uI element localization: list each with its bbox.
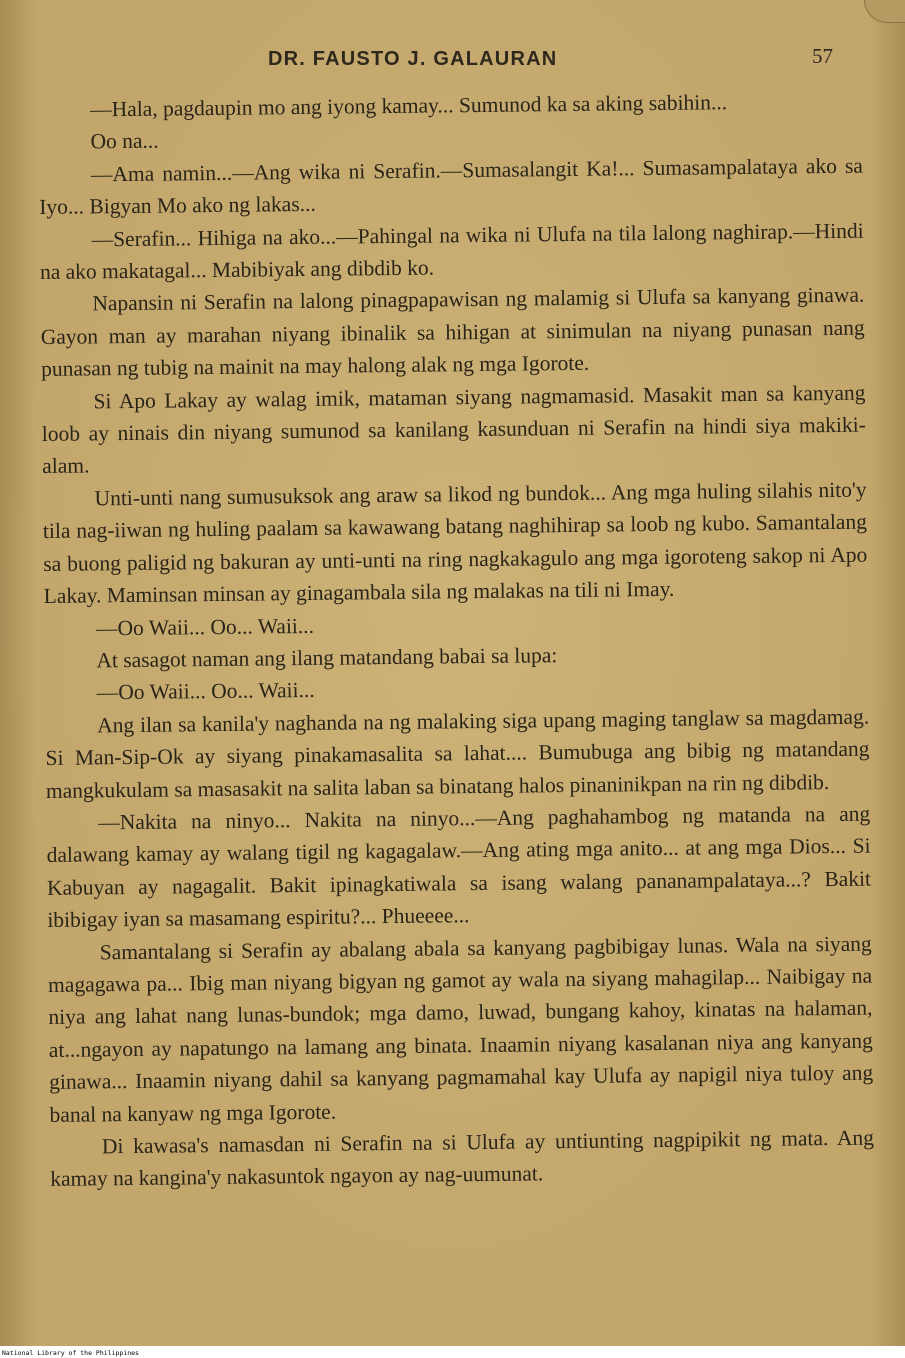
paragraph: Napansin ni Serafin na lalong pinagpapawisan ng malamig si Ulufa sa kanyang ginawa. Gayon man ay marahan niyang ibinalik sa hihigan at sinimulan na niyang punasan nang punasan ng tubig na mainit na may halong alak ng mga Igorote. (40, 283, 865, 382)
body-text (38, 85, 874, 1196)
paragraph: —Serafin... Hihiga na ako...—Pahingal na wika ni Ulufa na tila lalong naghirap.—Hindi na ako makatagal... Mabibiyak ang dibdib ko. (39, 218, 864, 285)
page-number: 57 (812, 44, 833, 68)
running-head: DR. FAUSTO J. GALAURAN (268, 48, 558, 70)
paragraph: Oo na... (90, 129, 159, 154)
paragraph: At sasagot naman ang ilang matandang babai sa lupa: (96, 643, 558, 673)
paragraph: —Oo Waii... Oo... Waii... (95, 613, 315, 640)
paragraph: Unti-unti nang sumusuksok ang araw sa likod ng bundok... Ang mga huling silahis nito'y tila nag-iiwan ng huling paalam sa kawawang batang naghihirap sa loob ng kubo. Samantalang sa buong paligid ng bakuran ay unti-unti na ring nagkakagulo ang mga igoroteng sakop ni Apo Lakay. Maminsan minsan ay ginagambala sila ng malakas na tili ni Imay. (42, 477, 868, 609)
page-corner-fold (864, 0, 905, 23)
paragraph: —Nakita na ninyo... Nakita na ninyo...—Ang paghahambog ng matanda na ang dalawang kamay ay walang tigil ng kagagalaw.—Ang ating mga anito... at ang mga Dios... Si Kabuyan ay nagagalit. Bakit ipinagkatiwala sa isang walang pananampalataya...? Bakit ibibigay iyan sa masamang espiritu?... Phueeee... (46, 801, 872, 933)
paragraph: Di kawasa's namasdan ni Serafin na si Ulufa ay untiunting nagpipikit ng mata. Ang kamay na kangina'y nakasuntok ngayon ay nag-uumunat. (50, 1125, 875, 1192)
paragraph: Samantalang si Serafin ay abalang abala sa kanyang pagbibigay lunas. Wala na siyang magagawa pa... Ibig man niyang bigyan ng gamot ay wala na siyang mahagilap... Naibigay na niya ang lahat nang lunas-bundok; mga damo, luwad, bungang kahoy, kinatas na halaman, at...ngayon ay napatungo na lamang ang binata. Inaamin niyang kasalanan niya ang kanyang ginawa... Inaamin niyang dahil sa kanyang pagmamahal kay Ulufa ay napigil niya tuloy ang banal na kanyaw ng mga Igorote. (47, 931, 874, 1127)
paragraph: Ang ilan sa kanila'y naghanda na ng malaking siga upang maging tanglaw sa magdamag. Si Man-Sip-Ok ay siyang pinakamasalita sa lahat.... Bumubuga ang bibig ng matandang mangkukulam sa masasakit na salita laban sa binatang halos pinaninikpan na rin ng dibdib. (45, 704, 870, 803)
page-header (0, 44, 905, 74)
paragraph: —Oo Waii... Oo... Waii... (96, 678, 315, 705)
footer-credit: National Library of the Philippines (2, 1349, 139, 1357)
paragraph: —Ama namin...—Ang wika ni Serafin.—Sumasalangit Ka!... Sumasampalataya ako sa Iyo... Bigyan Mo ako ng lakas... (39, 153, 863, 220)
paragraph: —Hala, pagdaupin mo ang iyong kamay... Sumunod ka sa aking sabihin... (90, 90, 728, 122)
paragraph: Si Apo Lakay ay walag imik, mataman siyang nagmamasid. Masakit man sa kanyang loob ay ninais din niyang sumunod sa kanilang kasunduan ni Serafin na hindi siya makiki-alam. (41, 380, 866, 479)
